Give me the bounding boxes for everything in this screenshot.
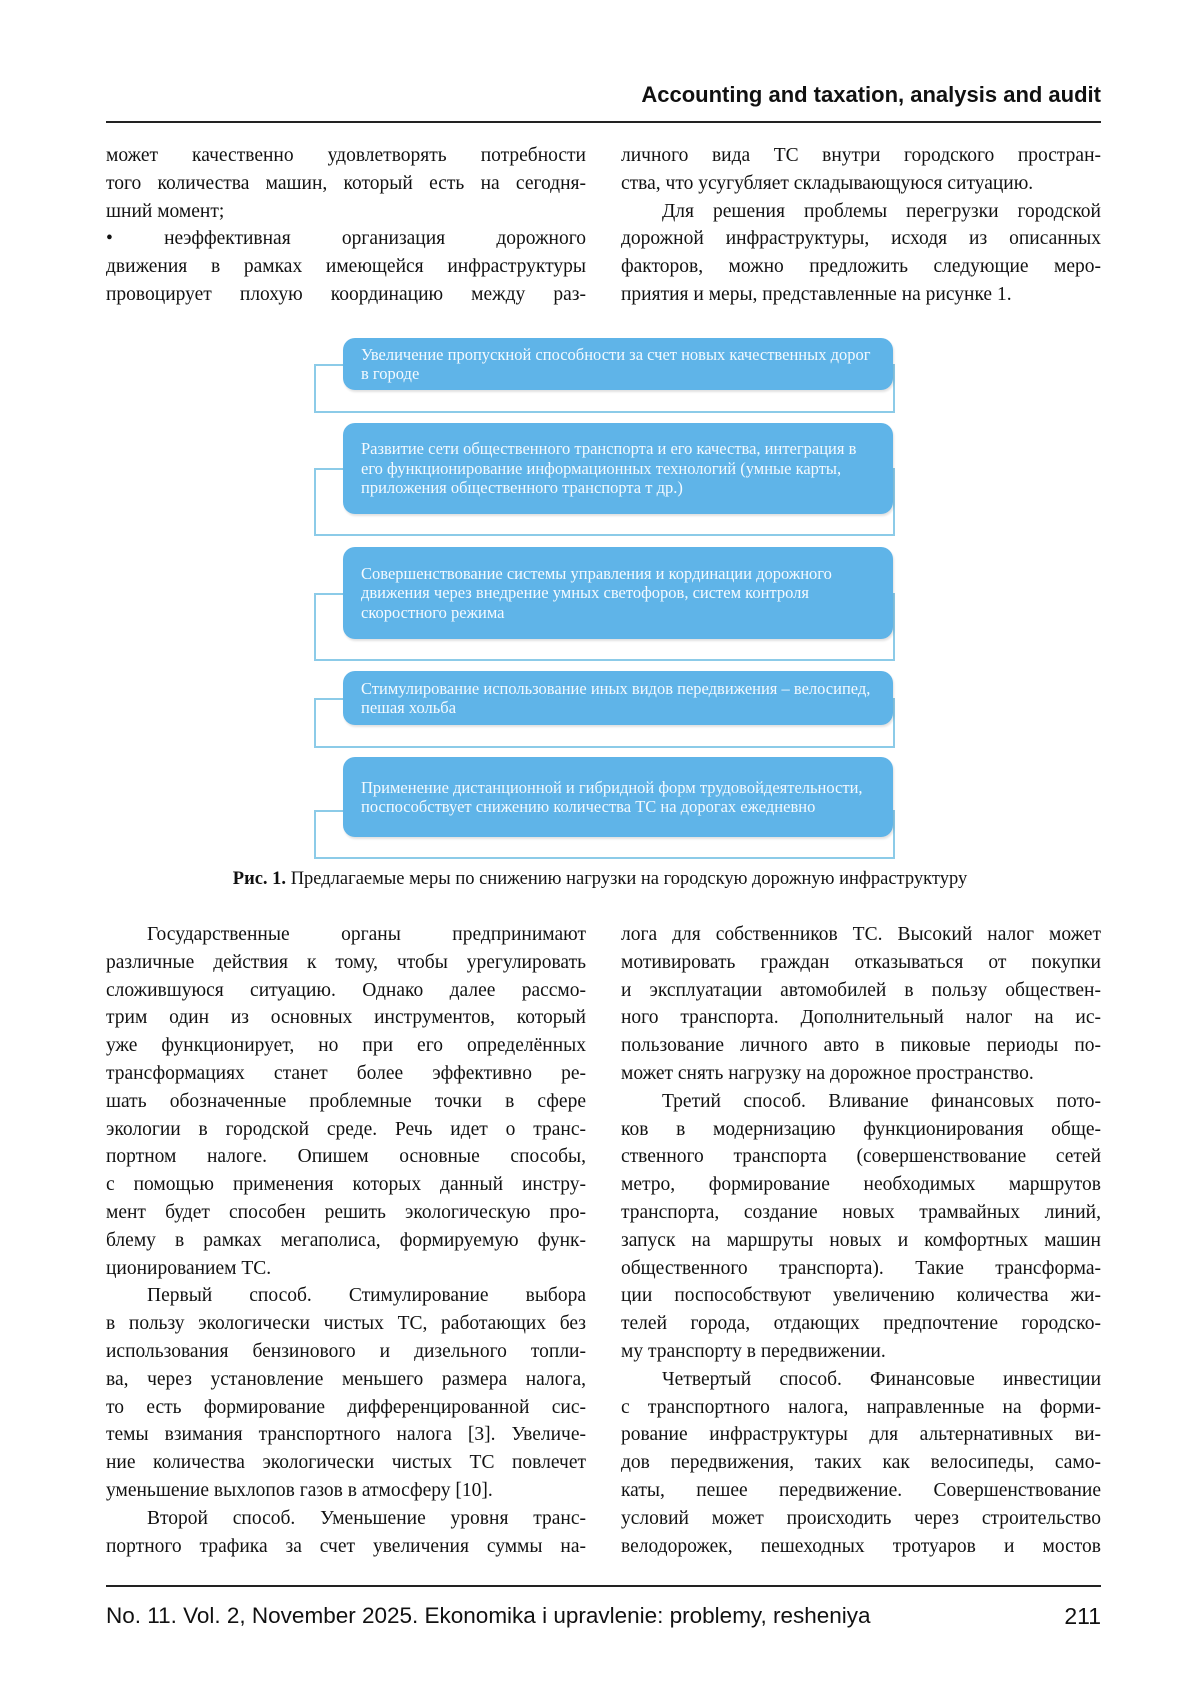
measure-box (343, 338, 893, 390)
text-line: му транспорту в передвижении. (621, 1338, 1101, 1366)
caption-text: Предлагаемые меры по снижению нагрузки на городскую дорожную инфраструктуру (286, 869, 967, 889)
text-line: с транспортного налога, направленные на форми- (621, 1394, 1101, 1422)
text-line: приятия и меры, представленные на рисунке 1. (621, 281, 1101, 309)
text-line: темы взимания транспортного налога [3]. Увеличе- (106, 1421, 586, 1449)
text-line: ственного транспорта (совершенствование сетей (621, 1143, 1101, 1171)
text-line: ции поспособствуют увеличению количества жи- (621, 1282, 1101, 1310)
text-line: ства, что усугубляет складывающуюся ситуацию. (621, 170, 1101, 198)
measure-text: Применение дистанционной и гибридной форм трудовойдеятельности, поспособствует снижению количества ТС на дорогах ежедневно (361, 778, 879, 817)
text-line: мент будет способен решить экологическую про- (106, 1199, 586, 1227)
text-line: ние количества экологически чистых ТС повлечет (106, 1449, 586, 1477)
header-rule (106, 121, 1101, 123)
bottom-right-column (621, 921, 1101, 1560)
text-line: Для решения проблемы перегрузки городской (621, 198, 1101, 226)
text-line: факторов, можно предложить следующие меро- (621, 253, 1101, 281)
text-line: ков в модернизацию функционирования обще- (621, 1116, 1101, 1144)
text-line: метро, формирование необходимых маршрутов (621, 1171, 1101, 1199)
text-line: транспорта, создание новых трамвайных линий, (621, 1199, 1101, 1227)
text-line: портном налоге. Опишем основные способы, (106, 1143, 586, 1171)
text-line: может качественно удовлетворять потребности (106, 142, 586, 170)
text-line: Второй способ. Уменьшение уровня транс- (106, 1505, 586, 1533)
page-number: 211 (1064, 1603, 1101, 1630)
text-line: провоцирует плохую координацию между раз- (106, 281, 586, 309)
text-line: ционированием ТС. (106, 1255, 586, 1283)
text-line: шать обозначенные проблемные точки в сфере (106, 1088, 586, 1116)
text-line: экологии в городской среде. Речь идет о транс- (106, 1116, 586, 1144)
text-line: лога для собственников ТС. Высокий налог может (621, 921, 1101, 949)
footer-rule (106, 1585, 1101, 1587)
text-line: может снять нагрузку на дорожное пространство. (621, 1060, 1101, 1088)
text-line: общественного транспорта). Такие трансформа- (621, 1255, 1101, 1283)
measure-text: Совершенствование системы управления и кординации дорожного движения через внедрение умных светофоров, систем контроля скоростного режима (361, 564, 879, 623)
text-line: уже функционирует, но при его определённых (106, 1032, 586, 1060)
text-line: блему в рамках мегаполиса, формируемую функ- (106, 1227, 586, 1255)
text-line: • неэффективная организация дорожного (106, 225, 586, 253)
text-line: рование инфраструктуры для альтернативных ви- (621, 1421, 1101, 1449)
text-line: условий может происходить через строительство (621, 1505, 1101, 1533)
text-line: Четвертый способ. Финансовые инвестиции (621, 1366, 1101, 1394)
measure-box (343, 671, 893, 725)
text-line: трим один из основных инструментов, который (106, 1004, 586, 1032)
text-line: движения в рамках имеющейся инфраструктуры (106, 253, 586, 281)
text-line: дов передвижения, таких как велосипеды, само- (621, 1449, 1101, 1477)
text-line: телей города, отдающих предпочтение городско- (621, 1310, 1101, 1338)
text-line: то есть формирование дифференцированной сис- (106, 1394, 586, 1422)
text-line: мотивировать граждан отказываться от покупки (621, 949, 1101, 977)
text-line: каты, пешее передвижение. Совершенствование (621, 1477, 1101, 1505)
text-line: запуск на маршруты новых и комфортных машин (621, 1227, 1101, 1255)
text-line: Первый способ. Стимулирование выбора (106, 1282, 586, 1310)
bottom-left-column (106, 921, 586, 1560)
text-line: использования бензинового и дизельного топли- (106, 1338, 586, 1366)
text-line: в пользу экологически чистых ТС, работающих без (106, 1310, 586, 1338)
text-line: пользование личного авто в пиковые периоды по- (621, 1032, 1101, 1060)
text-line: трансформациях станет более эффективно ре- (106, 1060, 586, 1088)
text-line: уменьшение выхлопов газов в атмосферу [10]. (106, 1477, 586, 1505)
measure-box (343, 757, 893, 837)
text-line: ного транспорта. Дополнительный налог на ис- (621, 1004, 1101, 1032)
text-line: с помощью применения которых данный инстру- (106, 1171, 586, 1199)
figure-caption (0, 869, 1200, 890)
text-line: ва, через установление меньшего размера налога, (106, 1366, 586, 1394)
text-line: Государственные органы предпринимают (106, 921, 586, 949)
text-line: Третий способ. Вливание финансовых пото- (621, 1088, 1101, 1116)
measure-text: Развитие сети общественного транспорта и его качества, интеграция в его функционирование информационных технологий (умные карты, приложения общественного транспорта т др.) (361, 439, 879, 498)
text-line: сложившуюся ситуацию. Однако далее рассмо- (106, 977, 586, 1005)
text-line: велодорожек, пешеходных тротуаров и мостов (621, 1533, 1101, 1561)
text-line: того количества машин, который есть на сегодня- (106, 170, 586, 198)
running-header: Accounting and taxation, analysis and audit (641, 82, 1101, 108)
measure-text: Увеличение пропускной способности за счет новых качественных дорог в городе (361, 345, 879, 384)
measure-box (343, 547, 893, 639)
footer-journal: No. 11. Vol. 2, November 2025. Ekonomika i upravlenie: problemy, resheniya (106, 1603, 871, 1629)
text-line: портного трафика за счет увеличения суммы на- (106, 1533, 586, 1561)
top-left-column (106, 142, 586, 309)
text-line: дорожной инфраструктуры, исходя из описанных (621, 225, 1101, 253)
caption-label: Рис. 1. (233, 869, 286, 889)
measure-box (343, 423, 893, 514)
text-line: и эксплуатации автомобилей в пользу обществен- (621, 977, 1101, 1005)
text-line: шний момент; (106, 198, 586, 226)
text-line: различные действия к тому, чтобы урегулировать (106, 949, 586, 977)
measure-text: Стимулирование использование иных видов передвижения – велосипед, пешая хольба (361, 679, 879, 718)
top-right-column (621, 142, 1101, 309)
text-line: личного вида ТС внутри городского простран- (621, 142, 1101, 170)
